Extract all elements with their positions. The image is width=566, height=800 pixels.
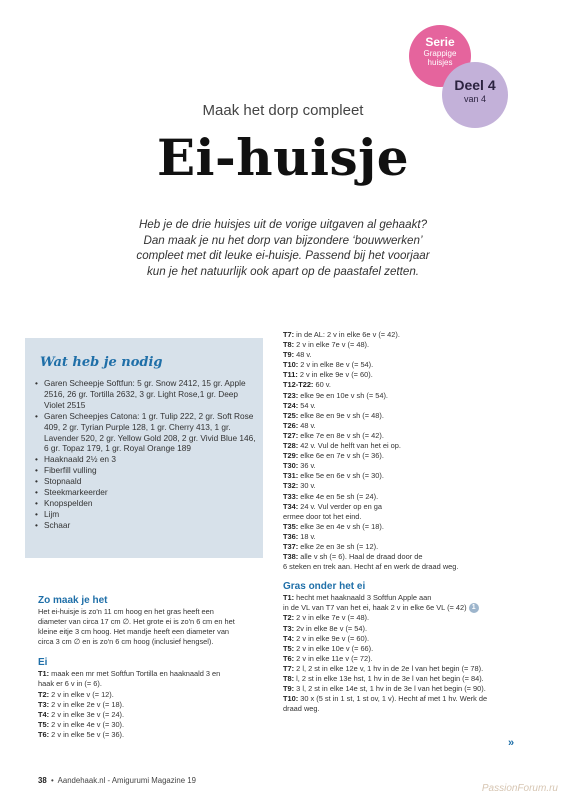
footer-magazine: Amigurumi Magazine 19 — [111, 776, 196, 785]
row-text: hecht met haaknaald 3 Softfun Apple aan — [296, 593, 432, 603]
row-text: 2 v in elke 9e v (= 60). — [296, 633, 370, 643]
pattern-row-line — [38, 700, 270, 710]
page-title: Ei-huisje — [156, 128, 410, 187]
row-label: T27: — [283, 430, 299, 440]
pattern-row-line — [283, 694, 545, 704]
row-text: 2v in elke 8e v (= 54). — [296, 623, 368, 633]
intro-line: compleet met dit leuke ei-huisje. Passend bij het voorjaar — [136, 249, 430, 262]
row-text: elke 6e en 7e v sh (= 36). — [300, 451, 384, 461]
pattern-row-line — [38, 720, 270, 730]
pattern-row-line — [38, 730, 270, 740]
row-label: T1: — [283, 593, 295, 603]
pattern-row-line — [283, 532, 545, 542]
row-label: T36: — [283, 531, 299, 541]
materials-item: • Stopnaald — [35, 476, 257, 487]
intro-line: Dan maak je nu het dorp van bijzondere ‘bouwwerken’ — [143, 233, 423, 247]
pattern-row-line — [283, 401, 545, 411]
row-label: T9: — [283, 350, 295, 360]
row-text: 2 v in elke 2e v (= 18). — [51, 699, 125, 709]
materials-item: • Garen Scheepjes Catona: 1 gr. Tulip 222, 2 gr. Soft Rose 409, 2 gr. Tyrian Purple 128, 1 gr. Cherry 413, 1 gr. Lavender 520, 2 gr. Yellow Gold 208, 2 gr. Vivid Blue 146, 6 gr. Topaz 179, 1 gr. Royal Orange 189 — [35, 411, 257, 455]
row-text: elke 2e en 3e sh (= 12). — [300, 541, 379, 551]
row-label: T32: — [283, 481, 299, 491]
row-text: 18 v. — [300, 531, 316, 541]
pattern-row-line — [283, 471, 545, 481]
row-text: 2 v in elke 11e v (= 72). — [296, 653, 373, 663]
row-label: T6: — [283, 653, 295, 663]
materials-item: • Knopspelden — [35, 498, 257, 509]
row-text: maak een mr met Softfun Tortilla en haaknaald 3 en — [51, 669, 221, 679]
row-label: T12-T22: — [283, 380, 314, 390]
row-label: T10: — [283, 360, 299, 370]
part-badge-title: Deel 4 — [454, 77, 496, 93]
row-label: T3: — [283, 623, 295, 633]
row-text: 30 v. — [300, 481, 316, 491]
footer-site: Aandehaak.nl — [57, 776, 106, 785]
howto-line: Het ei-huisje is zo'n 11 cm hoog en het gras heeft een — [38, 607, 214, 616]
pattern-row-line — [283, 613, 545, 623]
row-text: elke 8e en 9e v sh (= 48). — [300, 410, 384, 420]
part-badge-sub: van 4 — [463, 93, 487, 104]
ei-continued-rows — [283, 330, 545, 572]
pattern-row-line — [283, 674, 545, 684]
pattern-row-line — [283, 684, 545, 694]
row-text: 2 v in elke 3e v (= 24). — [51, 709, 125, 719]
ei-rows — [38, 669, 270, 740]
materials-item: • Lijm — [35, 509, 257, 520]
row-text: 2 v in elke 7e v (= 48). — [296, 340, 370, 350]
row-label: T9: — [283, 684, 295, 694]
howto-title: Zo maak je het — [38, 595, 108, 606]
pattern-row-line — [283, 562, 545, 572]
row-label: T8: — [283, 674, 295, 683]
pattern-row-line — [283, 624, 545, 634]
row-label: T2: — [283, 613, 295, 623]
materials-title: Wat heb je nodig — [40, 355, 163, 370]
row-text: 6 steken en trek aan. Hecht af en werk de draad weg. — [283, 562, 459, 572]
row-text: 2 v in elke 9e v (= 60). — [299, 370, 373, 380]
pattern-row-line — [283, 391, 545, 401]
row-text: elke 3e en 4e v sh (= 18). — [300, 521, 384, 531]
pattern-row-line — [283, 603, 545, 613]
pattern-row-line — [283, 360, 545, 370]
row-text: 2 v in elke 10e v (= 66). — [296, 643, 374, 653]
pattern-row-line — [283, 370, 545, 380]
row-text: 2 v in elke 8e v (= 54). — [300, 360, 374, 370]
page-footer: 38 • Aandehaak.nl - Amigurumi Magazine 19 — [38, 776, 196, 785]
page-subtitle: Maak het dorp compleet — [202, 102, 364, 119]
row-label: T6: — [38, 729, 50, 739]
row-text: draad weg. — [283, 704, 320, 714]
row-text: 48 v. — [300, 420, 316, 430]
row-label: T5: — [38, 719, 50, 729]
pattern-row-line — [283, 330, 545, 340]
intro-line: Heb je de drie huisjes uit de vorige uitgaven al gehaakt? — [138, 218, 428, 231]
series-badge-title: Serie — [425, 35, 455, 49]
row-text: 2 l, 2 st in elke 12e v, 1 hv in de 2e l van het begin (= 78). — [296, 663, 484, 673]
row-text: elke 4e en 5e sh (= 24). — [300, 491, 379, 501]
row-text: 48 v. — [296, 350, 312, 360]
pattern-row-line — [283, 654, 545, 664]
row-label: T37: — [283, 541, 299, 551]
row-label: T7: — [283, 330, 295, 339]
pattern-row-line — [283, 411, 545, 421]
materials-item: • Garen Scheepje Softfun: 5 gr. Snow 2412, 15 gr. Apple 2516, 26 gr. Tortilla 2632, 3 gr. Light Rose,1 gr. Deep Violet 2515 — [35, 378, 257, 411]
row-text: 60 v. — [315, 380, 331, 390]
pattern-row-line — [283, 451, 545, 461]
row-label: T7: — [283, 663, 295, 673]
row-label: T38: — [283, 552, 299, 562]
pattern-row-line — [38, 669, 270, 679]
row-text: 2 v in elke 5e v (= 36). — [51, 729, 125, 739]
row-text: l, 2 st in elke 13e hst, 1 hv in de 3e l van het begin (= 84). — [296, 674, 484, 683]
row-text: in de AL: 2 v in elke 6e v (= 42). — [296, 330, 400, 339]
row-label: T33: — [283, 491, 299, 501]
row-text: elke 9e en 10e v sh (= 54). — [300, 390, 388, 400]
pattern-row-line — [283, 441, 545, 451]
pattern-row-line — [283, 522, 545, 532]
intro-line: kun je het natuurlijk ook apart op de paastafel zetten. — [147, 264, 419, 278]
row-label: T3: — [38, 699, 50, 709]
row-text: 2 v in elke 4e v (= 30). — [51, 719, 125, 729]
pattern-row-line — [283, 350, 545, 360]
row-label: T2: — [38, 689, 50, 699]
row-label: T11: — [283, 370, 298, 380]
series-badge-sub1: Grappige — [423, 48, 457, 58]
row-text: elke 5e en 6e v sh (= 30). — [300, 471, 384, 481]
row-label: T5: — [283, 643, 295, 653]
series-badge-sub2: huisjes — [427, 57, 453, 67]
pattern-row-line — [38, 710, 270, 720]
pattern-row-line — [283, 380, 545, 390]
row-label: T24: — [283, 400, 299, 410]
row-label: T34: — [283, 501, 299, 511]
pattern-row-line — [283, 593, 545, 603]
row-text: ermee door tot het eind. — [283, 511, 362, 521]
pattern-row-line — [283, 502, 545, 512]
row-label: T4: — [38, 709, 50, 719]
pattern-row-line — [283, 492, 545, 502]
row-text: alle v sh (= 6). Haal de draad door de — [300, 552, 423, 562]
pattern-row-line — [283, 431, 545, 441]
pattern-row-line — [283, 704, 545, 714]
row-label: T31: — [283, 471, 299, 481]
row-label: T25: — [283, 410, 299, 420]
row-label: T30: — [283, 461, 299, 471]
row-label: T8: — [283, 340, 295, 350]
row-text: elke 7e en 8e v sh (= 42). — [300, 430, 384, 440]
howto-line: kleine eitje 3 cm hoog. Het mandje heeft een diameter van — [38, 627, 230, 637]
photo-marker: 1 — [469, 603, 479, 613]
left-column — [38, 593, 270, 740]
pattern-row-line — [38, 679, 270, 689]
row-text: 36 v. — [300, 461, 316, 471]
row-text: 30 x (5 st in 1 st, 1 st ov, 1 v). Hecht af met 1 hv. Werk de — [300, 694, 488, 704]
materials-list — [35, 378, 257, 531]
row-text: 3 l, 2 st in elke 14e st, 1 hv in de 3e l van het begin (= 90). — [296, 684, 486, 694]
gras-rows — [283, 593, 545, 714]
pattern-row-line — [283, 552, 545, 562]
row-label: T26: — [283, 420, 299, 430]
row-label: T4: — [283, 633, 295, 643]
materials-item: • Schaar — [35, 520, 257, 531]
row-text: 24 v. Vul verder op en ga — [300, 501, 383, 511]
pattern-row-line — [283, 644, 545, 654]
row-label: T10: — [283, 694, 299, 704]
howto-line: diameter van circa 17 cm ∅. Het grote ei is zo'n 6 cm en het — [38, 617, 235, 627]
right-column — [283, 330, 545, 714]
pattern-row-line — [283, 421, 545, 431]
row-label: T29: — [283, 451, 299, 461]
row-text: haak er 6 v in (= 6). — [38, 679, 102, 689]
pattern-row-line — [38, 690, 270, 700]
pattern-row-line — [283, 340, 545, 350]
pattern-row-line — [283, 481, 545, 491]
pattern-row-line — [283, 634, 545, 644]
intro-text — [110, 217, 456, 279]
materials-item: • Haaknaald 2½ en 3 — [35, 454, 257, 465]
pattern-row-line — [283, 542, 545, 552]
row-label: T28: — [283, 441, 299, 451]
ei-title: Ei — [38, 657, 48, 669]
row-text: in de VL van T7 van het ei, haak 2 v in elke 6e VL (= 42) — [283, 603, 467, 613]
gras-title: Gras onder het ei — [283, 581, 366, 593]
pattern-row-line — [283, 664, 545, 674]
row-label: T35: — [283, 521, 299, 531]
howto-line: circa 3 cm ∅ en is zo'n 6 cm hoog (inclusief hengsel). — [38, 637, 214, 647]
materials-item: • Steekmarkeerder — [35, 487, 257, 498]
materials-item: • Fiberfill vulling — [35, 465, 257, 476]
row-text: 2 v in elke v (= 12). — [51, 689, 114, 699]
row-text: 54 v. — [300, 400, 316, 410]
pattern-row-line — [283, 461, 545, 471]
row-label: T23: — [283, 390, 299, 400]
pattern-row-line — [283, 512, 545, 522]
watermark: PassionForum.ru — [481, 783, 558, 794]
row-text: 2 v in elke 7e v (= 48). — [296, 613, 370, 623]
row-text: 42 v. Vul de helft van het ei op. — [300, 441, 401, 451]
row-label: T1: — [38, 669, 50, 679]
page-number: 38 — [38, 776, 47, 785]
continue-arrow: » — [508, 737, 515, 749]
